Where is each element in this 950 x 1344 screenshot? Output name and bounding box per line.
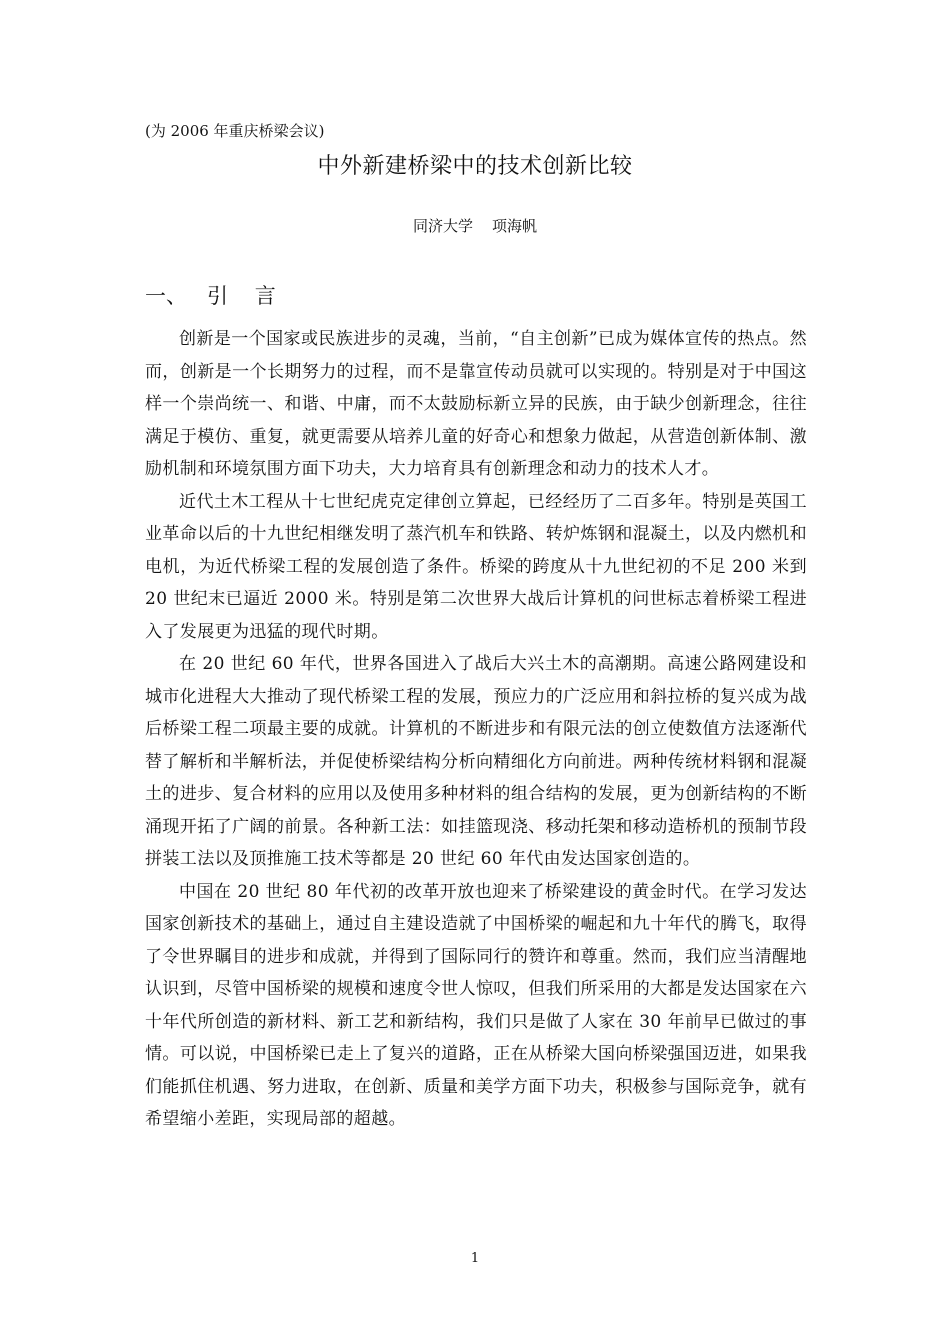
document-title: 中外新建桥梁中的技术创新比较 <box>317 154 633 179</box>
page-number: 1 <box>470 1251 480 1266</box>
paragraph: 中国在 20 世纪 80 年代初的改革开放也迎来了桥梁建设的黄金时代。在学习发达国家创新技术的基础上，通过自主建设造就了中国桥梁的崛起和九十年代的腾飞，取得了令世界瞩目的进步和成就，并得到了国际同行的赞许和尊重。然而，我们应当清醒地认识到，尽管中国桥梁的规模和速度令世人惊叹，但我们所采用的大都是发达国家在六十年代所创造的新材料、新工艺和新结构，我们只是做了人家在 30 年前早已做过的事情。可以说，中国桥梁已走上了复兴的道路，正在从桥梁大国向桥梁强国迈进，如果我们能抓住机遇、努力进取，在创新、质量和美学方面下功夫，积极参与国际竞争，就有希望缩小差距，实现局部的超越。 <box>145 881 807 1129</box>
section-heading-introduction: 一、 引 言 <box>145 284 276 308</box>
conference-note: (为 2006 年重庆桥梁会议) <box>145 122 325 140</box>
author-line: 同济大学 项海帆 <box>412 217 538 235</box>
paragraph: 创新是一个国家或民族进步的灵魂，当前，“自主创新”已成为媒体宣传的热点。然而，创新是一个长期努力的过程，而不是靠宣传动员就可以实现的。特别是对于中国这样一个崇尚统一、和谐、中庸，而不太鼓励标新立异的民族，由于缺少创新理念，往往满足于模仿、重复，就更需要从培养儿童的好奇心和想象力做起，从营造创新体制、激励机制和环境氛围方面下功夫，大力培育具有创新理念和动力的技术人才。 <box>145 329 807 479</box>
body-text <box>145 323 807 1136</box>
paragraph: 近代土木工程从十七世纪虎克定律创立算起，已经经历了二百多年。特别是英国工业革命以后的十九世纪相继发明了蒸汽机车和铁路、转炉炼钢和混凝土，以及内燃机和电机，为近代桥梁工程的发展创造了条件。桥梁的跨度从十九世纪初的不足 200 米到 20 世纪末已逼近 2000 米。特别是第二次世界大战后计算机的问世标志着桥梁工程进入了发展更为迅猛的现代时期。 <box>145 491 807 642</box>
paragraph: 在 20 世纪 60 年代，世界各国进入了战后大兴土木的高潮期。高速公路网建设和城市化进程大大推动了现代桥梁工程的发展，预应力的广泛应用和斜拉桥的复兴成为战后桥梁工程二项最主要的成就。计算机的不断进步和有限元法的创立使数值方法逐渐代替了解析和半解析法，并促使桥梁结构分析向精细化方向前进。两种传统材料钢和混凝土的进步、复合材料的应用以及使用多种材料的组合结构的发展，更为创新结构的不断涌现开拓了广阔的前景。各种新工法：如挂篮现浇、移动托架和移动造桥机的预制节段拼装工法以及顶推施工技术等都是 20 世纪 60 年代由发达国家创造的。 <box>145 654 807 869</box>
